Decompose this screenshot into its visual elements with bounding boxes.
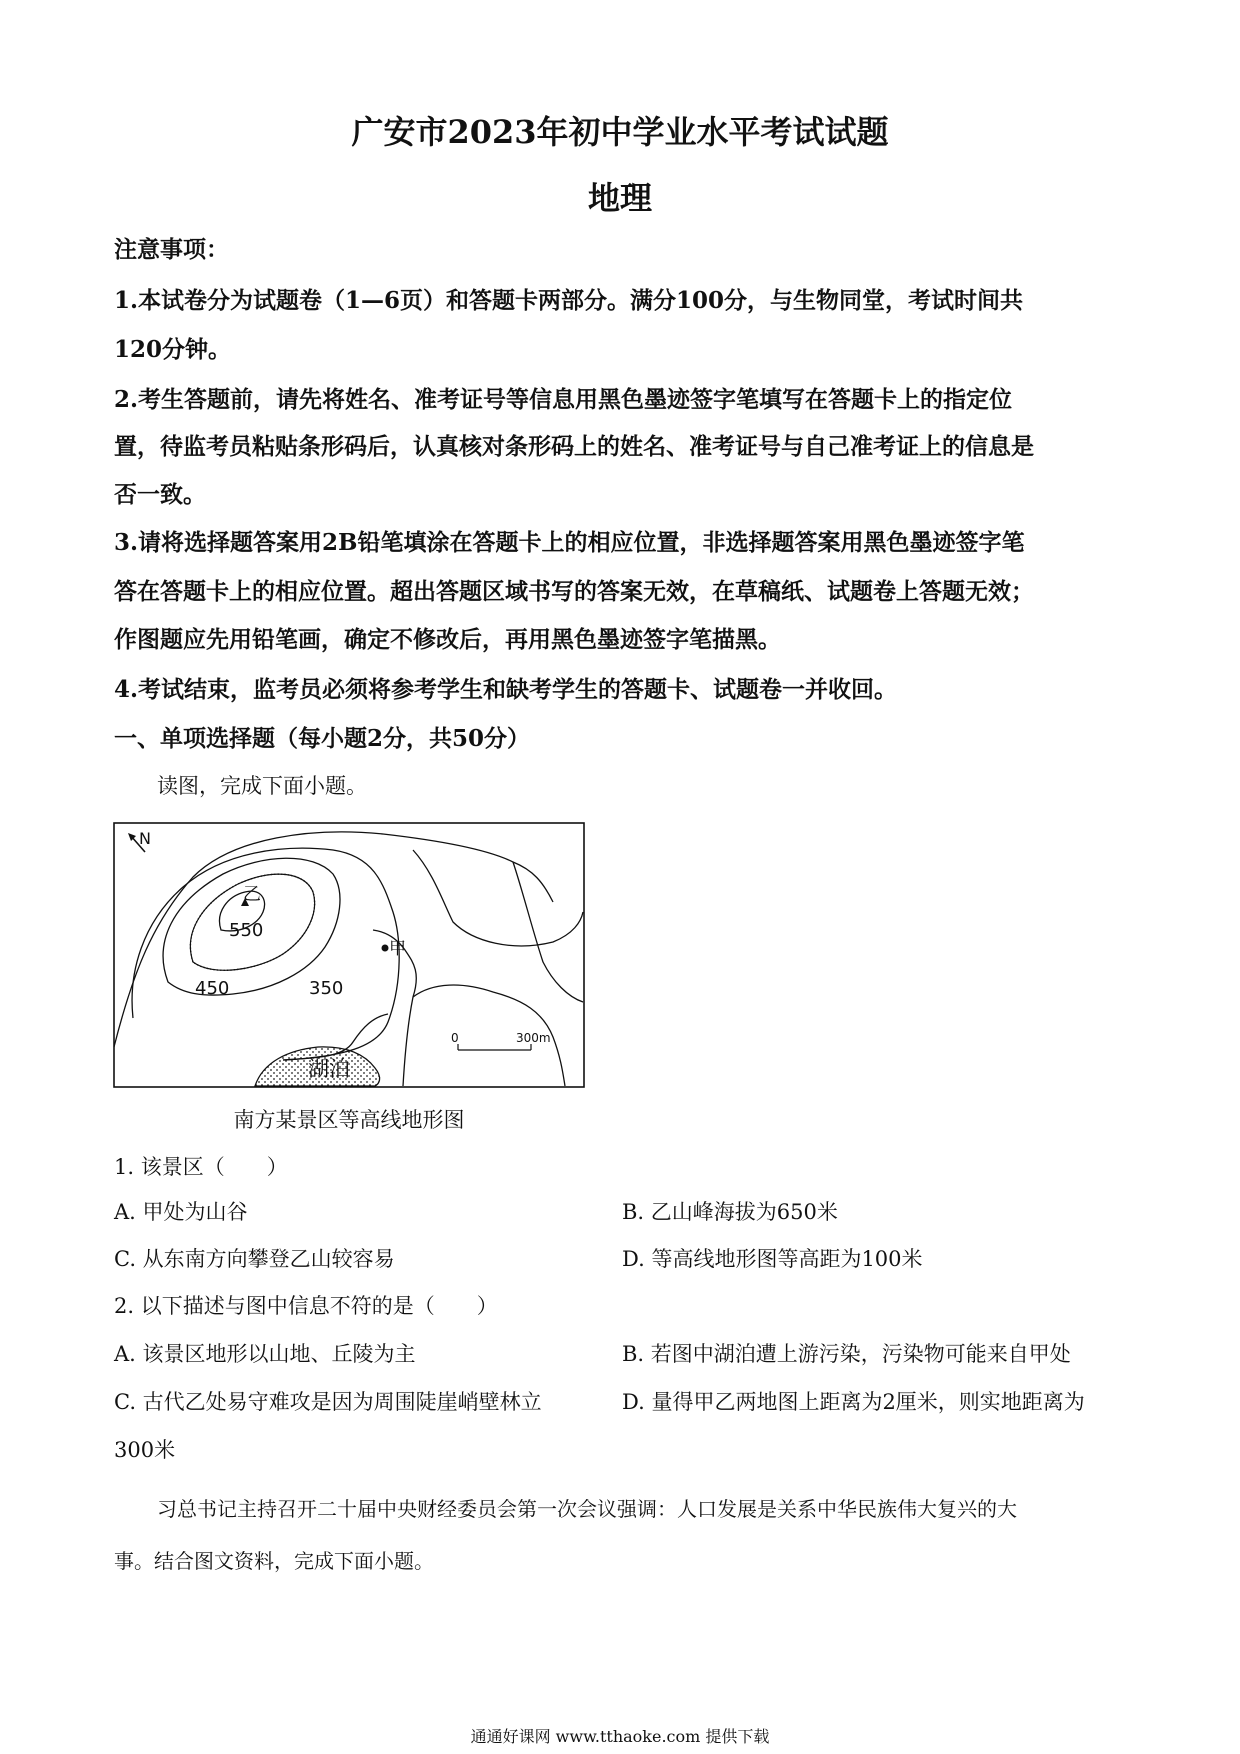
notice-line: 3.请将选择题答案用2B铅笔填涂在答题卡上的相应位置，非选择题答案用黑色墨迹签字笔 [114,529,1025,556]
north-label: N [139,829,151,848]
notice-line: 120分钟。 [114,336,232,363]
notice-line: 作图题应先用铅笔画，确定不修改后，再用黑色墨迹签字笔描黑。 [114,626,781,653]
notice-line: 置，待监考员粘贴条形码后，认真核对条形码上的姓名、准考证号与自己准考证上的信息是 [114,433,1034,460]
passage-line: 事。结合图文资料，完成下面小题。 [114,1549,434,1573]
option-b: B. 乙山峰海拔为650米 [622,1200,838,1224]
contour-label-450: 450 [195,978,230,999]
exam-title: 广安市2023年初中学业水平考试试题 [351,113,889,151]
option-a: A. 该景区地形以山地、丘陵为主 [114,1342,416,1366]
option-c: C. 古代乙处易守难攻是因为周围陡崖峭壁林立 [114,1390,542,1414]
notice-line: 否一致。 [114,481,206,508]
notice-line: 2.考生答题前，请先将姓名、准考证号等信息用黑色墨迹签字笔填写在答题卡上的指定位 [114,386,1013,413]
question-stem: 1. 该景区（ ） [114,1155,288,1179]
option-c: C. 从东南方向攀登乙山较容易 [114,1247,395,1271]
peak-label: 乙 [243,884,261,905]
lake-label: 湖泊 [308,1057,350,1081]
notice-heading: 注意事项： [114,236,229,263]
notice-line: 答在答题卡上的相应位置。超出答题区域书写的答案无效，在草稿纸、试题卷上答题无效； [114,578,1034,605]
contour-map [113,822,585,1088]
map-caption: 南方某景区等高线地形图 [233,1108,465,1132]
option-d: D. 量得甲乙两地图上距离为2厘米，则实地距离为 [622,1390,1085,1414]
contour-label-550: 550 [229,920,264,941]
subject-title: 地理 [587,179,652,217]
notice-line: 1.本试卷分为试题卷（1—6页）和答题卡两部分。满分100分，与生物同堂，考试时间共 [114,287,1024,314]
scale-end: 300m [516,1031,551,1045]
scale-zero: 0 [451,1031,459,1045]
contour-label-350: 350 [309,978,344,999]
notice-line: 4.考试结束，监考员必须将参考学生和缺考学生的答题卡、试题卷一并收回。 [114,676,898,703]
option-continuation: 300米 [114,1438,176,1462]
section-heading: 一、单项选择题（每小题2分，共50分） [114,725,531,752]
question-stem: 2. 以下描述与图中信息不符的是（ ） [114,1294,498,1318]
passage-line: 习总书记主持召开二十届中央财经委员会第一次会议强调：人口发展是关系中华民族伟大复兴的大 [157,1497,1017,1521]
point-dot-icon [382,945,389,952]
option-d: D. 等高线地形图等高距为100米 [622,1247,923,1271]
point-label: 甲 [389,939,406,959]
section-intro: 读图，完成下面小题。 [157,774,367,798]
option-b: B. 若图中湖泊遭上游污染，污染物可能来自甲处 [622,1342,1071,1366]
footer-watermark: 通通好课网 www.tthaoke.com 提供下载 [470,1727,770,1746]
option-a: A. 甲处为山谷 [114,1200,248,1224]
